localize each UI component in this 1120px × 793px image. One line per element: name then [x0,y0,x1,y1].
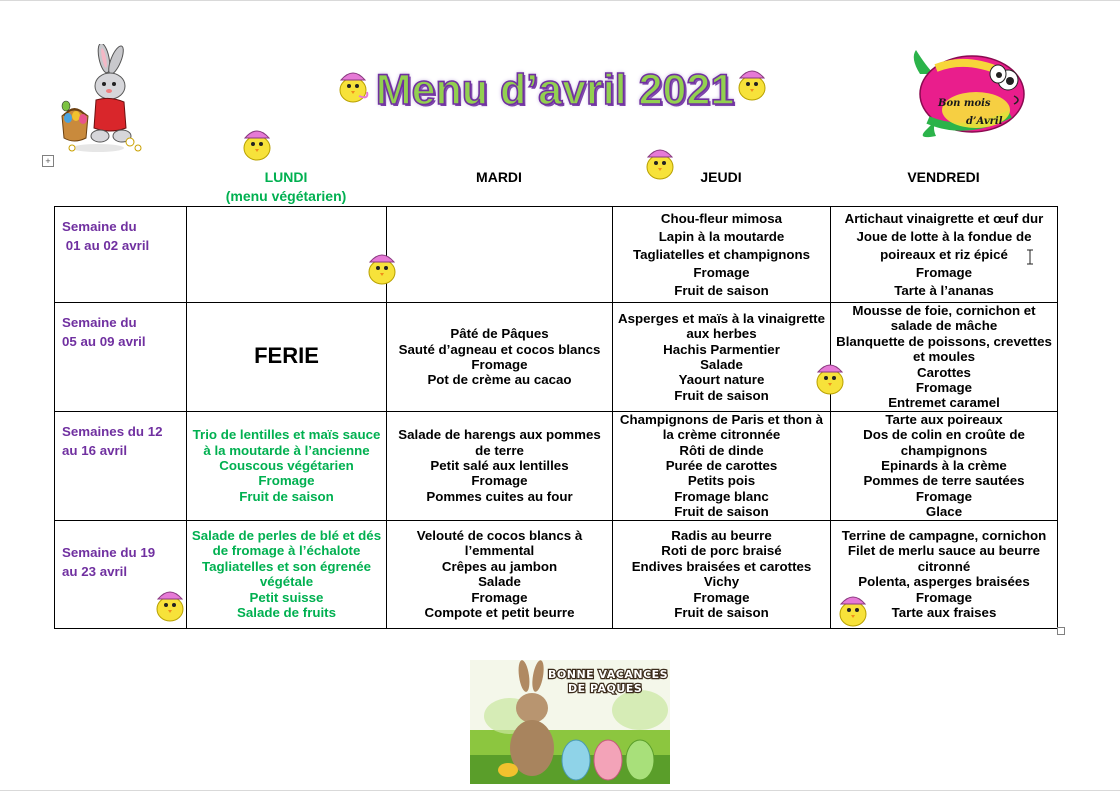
dish: Sauté d’agneau et cocos blancs [398,341,601,357]
dish: Fromage [693,589,750,605]
dish: Fruit de saison [674,504,769,520]
menu-cell-mardi [387,303,613,412]
dish: Lapin à la moutarde [658,228,785,244]
dish: Petits pois [687,473,756,489]
dish: Tarte aux poireaux [885,411,1003,427]
week-label [55,411,187,520]
dish: Joue de lotte à la fondue de poireaux et riz épicé [856,228,1032,262]
dish: Salade de harengs aux pommes de terre [398,427,601,458]
easter-chick-icon [810,356,850,398]
dish: Hachis Parmentier [663,341,780,357]
dish: Terrine de campagne, cornichon [841,527,1047,543]
page-bottom-rule [0,790,1120,791]
easter-bunny-illustration [52,44,144,156]
text-cursor-icon [1026,249,1034,265]
dish: Mousse de foie, cornichon et salade de mâche [852,303,1036,334]
menu-cell-lundi [187,411,387,520]
easter-chick-icon [150,583,190,625]
dish: Chou-fleur mimosa [660,210,783,226]
easter-chick-icon [333,66,373,106]
dish: Pot de crème au cacao [427,372,572,388]
menu-cell-lundi [187,520,387,628]
table-row [55,520,1058,628]
week-label-line: 01 au 02 avril [62,238,150,253]
week-label-line: 05 au 09 avril [62,334,146,349]
menu-cell-jeudi [613,303,831,412]
dish: Fromage [471,473,528,489]
week-label-line: Semaine du [62,315,137,330]
dish: Fromage [258,473,315,489]
dish: Radis au beurre [671,527,772,543]
menu-cell-jeudi [613,207,831,303]
menu-table [54,206,1058,629]
dish: Salade de perles de blé et dés de fromage à l’échalote [191,527,382,559]
table-row [55,303,1058,412]
banner-line-1: BONNE VACANCES [548,668,669,681]
menu-cell-mardi [387,207,613,303]
dish: Purée de carottes [665,458,778,474]
dish: Tarte à l’ananas [894,282,994,298]
dish: Pommes de terre sautées [863,473,1025,489]
menu-cell-lundi [187,303,387,412]
dish: Pâté de Pâques [450,326,549,342]
fish-logo-line-1: Bon mois [938,98,991,109]
page-title: Menu d’avril 2021 [375,66,735,114]
page-top-rule [0,0,1120,1]
dish: Carottes [917,364,971,380]
dish: Rôti de dinde [679,442,764,458]
dish: Epinards à la crème [881,458,1007,474]
dish: Filet de merlu sauce au beurre citronné [847,543,1041,574]
week-label-line: au 23 avril [62,563,128,579]
dish: Endives braisées et carottes [631,558,812,574]
dish: Petit suisse [249,589,324,605]
menu-cell-lundi [187,207,387,303]
dish: Asperges et maïs à la vinaigrette aux herbes [618,310,825,342]
column-header-mardi: MARDI [476,169,522,185]
dish: Fruit de saison [239,488,334,504]
dish: Trio de lentilles et maïs sauce à la moutarde à l’ancienne [192,427,381,458]
menu-cell-jeudi [613,520,831,628]
dish: Dos de colin en croûte de champignons [863,427,1025,458]
dish: Velouté de cocos blancs à l’emmental [416,527,583,559]
dish: Champignons de Paris et thon à la crème citronnée [619,411,824,443]
table-row [55,207,1058,303]
dish: Fromage [471,356,528,372]
dish: Tagliatelles et son égrenée végétale [202,558,371,590]
easter-chick-icon [362,246,402,288]
dish: Fromage [693,264,750,280]
dish: Polenta, asperges braisées [858,574,1030,590]
dish: Fromage [915,488,973,504]
week-label-line: au 16 avril [62,442,128,458]
dish: Vichy [703,574,740,590]
dish: Crêpes au jambon [441,558,558,574]
easter-holiday-banner [470,660,670,784]
week-label-line: Semaine du [62,219,137,234]
dish: Fruit de saison [674,282,769,298]
column-header-jeudi: JEUDI [700,169,742,185]
easter-chick-icon [237,122,277,164]
dish: Glace [925,504,963,520]
dish: Salade [478,574,521,590]
dish: Yaourt nature [678,372,765,388]
dish: Entremet caramel [888,395,1000,411]
dish: Fruit de saison [674,605,769,620]
holiday-label: FERIE [254,342,319,368]
resize-icon[interactable] [1057,627,1065,635]
menu-cell-vendredi [831,411,1058,520]
table-row [55,411,1058,520]
week-label [55,207,187,303]
dish: Fromage [471,589,528,605]
column-header-lundi-label: LUNDI [264,169,308,185]
dish: Tagliatelles et champignons [632,246,811,262]
dish: Fromage [915,264,973,280]
dish: Fromage [915,589,973,605]
week-label [55,303,187,412]
dish: Fromage blanc [674,488,769,504]
dish: Fromage [915,380,973,396]
menu-cell-mardi [387,411,613,520]
dish: Petit salé aux lentilles [430,458,569,474]
dish: Blanquette de poissons, crevettes et moules [836,333,1052,365]
menu-cell-mardi [387,520,613,628]
dish: Salade de fruits [236,605,337,620]
column-header-lundi [186,168,386,206]
dish: Artichaut vinaigrette et œuf dur [844,210,1044,226]
dish: Roti de porc braisé [661,543,782,559]
week-label-line: Semaines du 12 [62,423,163,439]
dish: Pommes cuites au four [426,488,573,504]
dish: Fruit de saison [674,387,769,403]
fish-logo-line-2: d’Avril [966,116,1003,127]
column-header-lundi-note: (menu végétarien) [225,188,347,204]
bon-mois-avril-fish-logo [906,44,1030,140]
dish: Compote et petit beurre [424,605,575,620]
easter-chick-icon [833,588,873,630]
menu-cell-vendredi [831,303,1058,412]
dish: Couscous végétarien [219,458,354,474]
move-icon[interactable]: + [42,155,54,167]
banner-line-2: DE PAQUES [568,682,643,695]
column-header-vendredi: VENDREDI [907,169,980,185]
week-label-line: Semaine du 19 [62,544,156,560]
dish: Salade [700,356,743,372]
dish: Tarte aux fraises [891,605,997,620]
menu-cell-vendredi [831,207,1058,303]
menu-cell-jeudi [613,411,831,520]
